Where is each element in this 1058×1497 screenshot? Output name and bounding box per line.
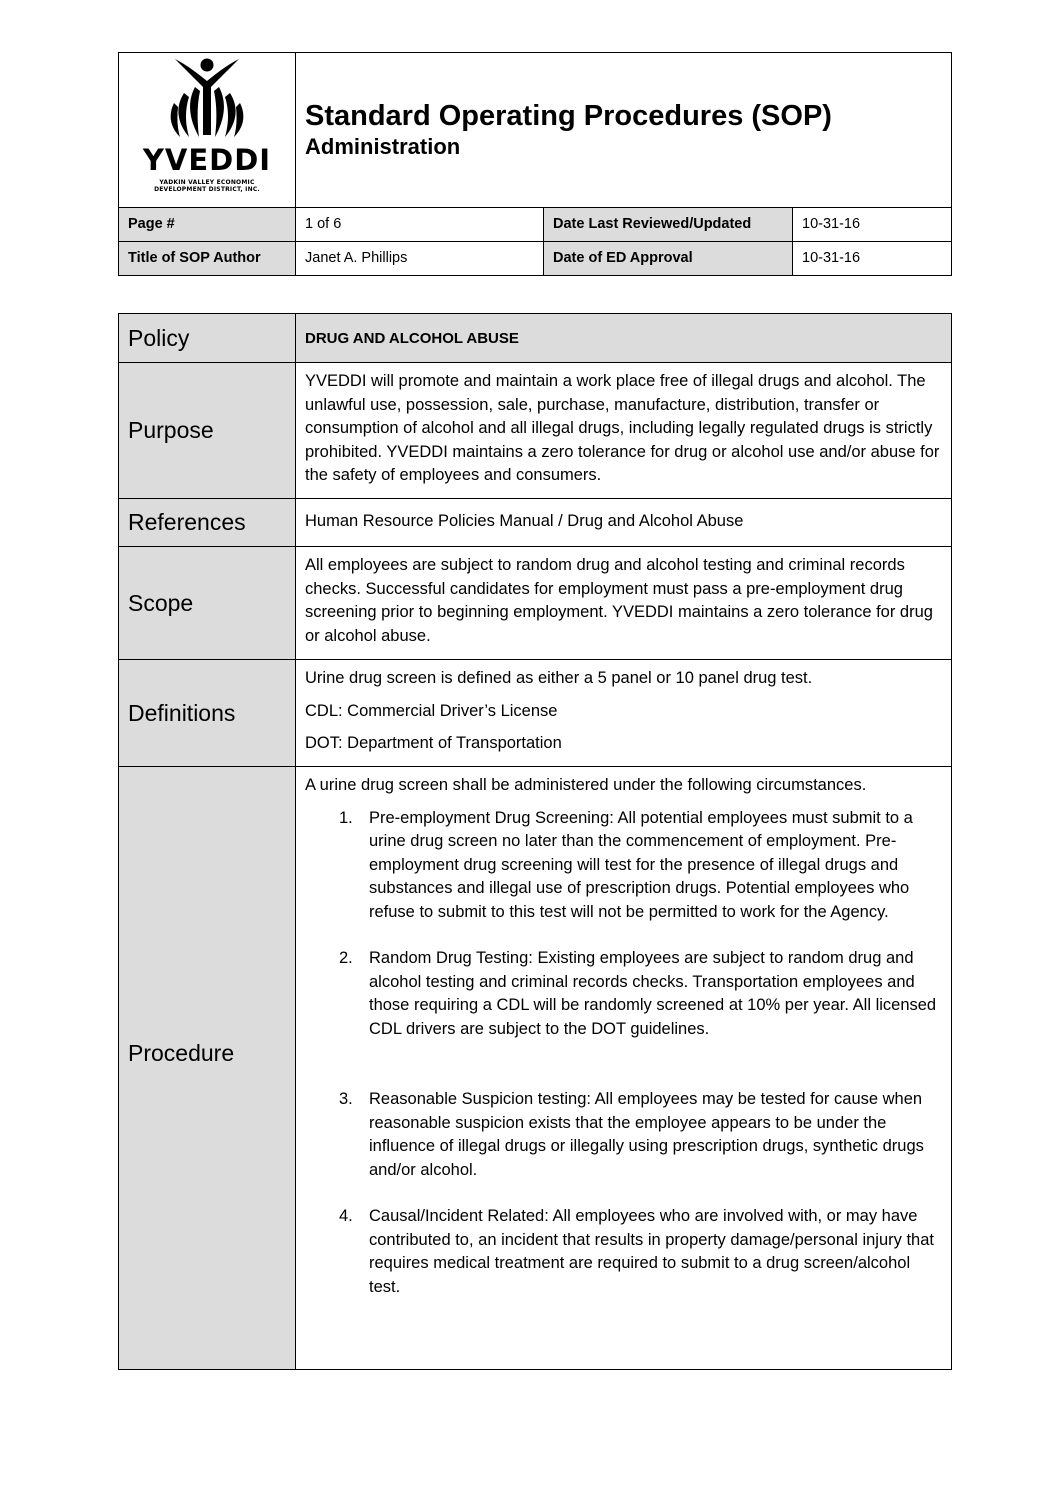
procedure-item — [305, 1088, 943, 1182]
header-top-row — [119, 53, 951, 208]
procedure-item — [305, 947, 943, 1041]
logo-subtitle — [154, 179, 260, 193]
definitions-label: Definitions — [119, 660, 296, 766]
policy-label: Policy — [119, 314, 296, 362]
procedure-label: Procedure — [119, 767, 296, 1369]
procedure-intro: A urine drug screen shall be administered under the following circumstances. — [305, 776, 867, 794]
sop-body-table — [118, 313, 952, 1370]
policy-row — [119, 314, 952, 363]
references-text: Human Resource Policies Manual / Drug and Alcohol Abuse — [296, 499, 952, 546]
approval-value: 10-31-16 — [802, 250, 861, 266]
procedure-item-number: 3. — [339, 1090, 353, 1108]
procedure-item-number: 4. — [339, 1207, 353, 1225]
author-label: Title of SOP Author — [119, 242, 296, 275]
reviewed-label: Date Last Reviewed/Updated — [544, 208, 793, 241]
procedure-item-text: Causal/Incident Related: All employees who are involved with, or may have contributed to, an incident that results in property damage/personal injury that requires medical treatment are required to submit to a drug screen/alcohol test. — [369, 1207, 934, 1296]
procedure-list — [305, 807, 943, 1300]
purpose-label: Purpose — [119, 363, 296, 498]
procedure-item-number: 1. — [339, 808, 353, 827]
logo-subtitle-line1: YADKIN VALLEY ECONOMIC — [159, 179, 255, 186]
yveddi-logo-icon — [167, 57, 247, 145]
logo-wordmark: YVEDDI — [142, 143, 272, 177]
references-label: References — [119, 499, 296, 546]
document-subtitle: Administration — [305, 134, 461, 159]
author-value: Janet A. Phillips — [296, 242, 544, 275]
definitions-row — [119, 660, 952, 767]
approval-label: Date of ED Approval — [544, 242, 793, 275]
page-label: Page # — [119, 208, 296, 241]
purpose-text: YVEDDI will promote and maintain a work place free of illegal drugs and alcohol. The unlawful use, possession, sale, purchase, manufacture, distribution, transfer or consumption of alcohol and all illegal drugs, including legally regulated drugs is strictly prohibited. YVEDDI maintains a zero tolerance for drug or alcohol use and/or abuse for the safety of employees and consumers. — [296, 363, 952, 498]
scope-row — [119, 547, 952, 660]
definition-dot: DOT: Department of Transportation — [305, 734, 562, 752]
procedure-item-text: Reasonable Suspicion testing: All employees may be tested for cause when reasonable suspicion exists that the employee appears to be under the influence of illegal drugs or illegally using prescription drugs, synthetic drugs and/or alcohol. — [369, 1090, 924, 1179]
sop-header-table — [118, 52, 952, 276]
definition-urine-screen: Urine drug screen is defined as either a 5 panel or 10 panel drug test. — [305, 669, 813, 687]
document-title: Standard Operating Procedures (SOP) — [305, 100, 832, 132]
references-row — [119, 499, 952, 547]
scope-text: All employees are subject to random drug and alcohol testing and criminal records checks. Successful candidates for employment must pass a pre-employment drug screening prior to beginning employment. YVEDDI maintains a zero tolerance for drug or alcohol abuse. — [296, 547, 952, 659]
meta-row-author — [119, 241, 951, 275]
definitions-content — [296, 660, 952, 766]
procedure-item — [305, 1205, 943, 1299]
procedure-item-number: 2. — [339, 949, 353, 967]
page-value: 1 of 6 — [296, 208, 544, 241]
definition-cdl: CDL: Commercial Driver’s License — [305, 701, 558, 720]
logo-subtitle-line2: DEVELOPMENT DISTRICT, INC. — [154, 186, 260, 193]
policy-text: DRUG AND ALCOHOL ABUSE — [296, 314, 952, 362]
procedure-row — [119, 767, 952, 1370]
procedure-content — [296, 767, 952, 1369]
logo-cell — [119, 53, 296, 207]
purpose-row — [119, 363, 952, 499]
reviewed-value: 10-31-16 — [802, 216, 861, 232]
title-cell — [296, 53, 951, 207]
procedure-item-text: Random Drug Testing: Existing employees are subject to random drug and alcohol testing and criminal records checks. Transportation employees and those requiring a CDL will be randomly screened at 10% per year. All licensed CDL drivers are subject to the DOT guidelines. — [369, 949, 937, 1038]
procedure-item-text: Pre-employment Drug Screening: All potential employees must submit to a urine drug screen no later than the commencement of employment. Pre-employment drug screening will test for the presence of illegal drugs and substances and illegal use of prescription drugs. Potential employees who refuse to submit to this test will not be permitted to work for the Agency. — [369, 808, 913, 921]
scope-label: Scope — [119, 547, 296, 659]
meta-row-page — [119, 208, 951, 241]
procedure-item — [305, 807, 943, 925]
